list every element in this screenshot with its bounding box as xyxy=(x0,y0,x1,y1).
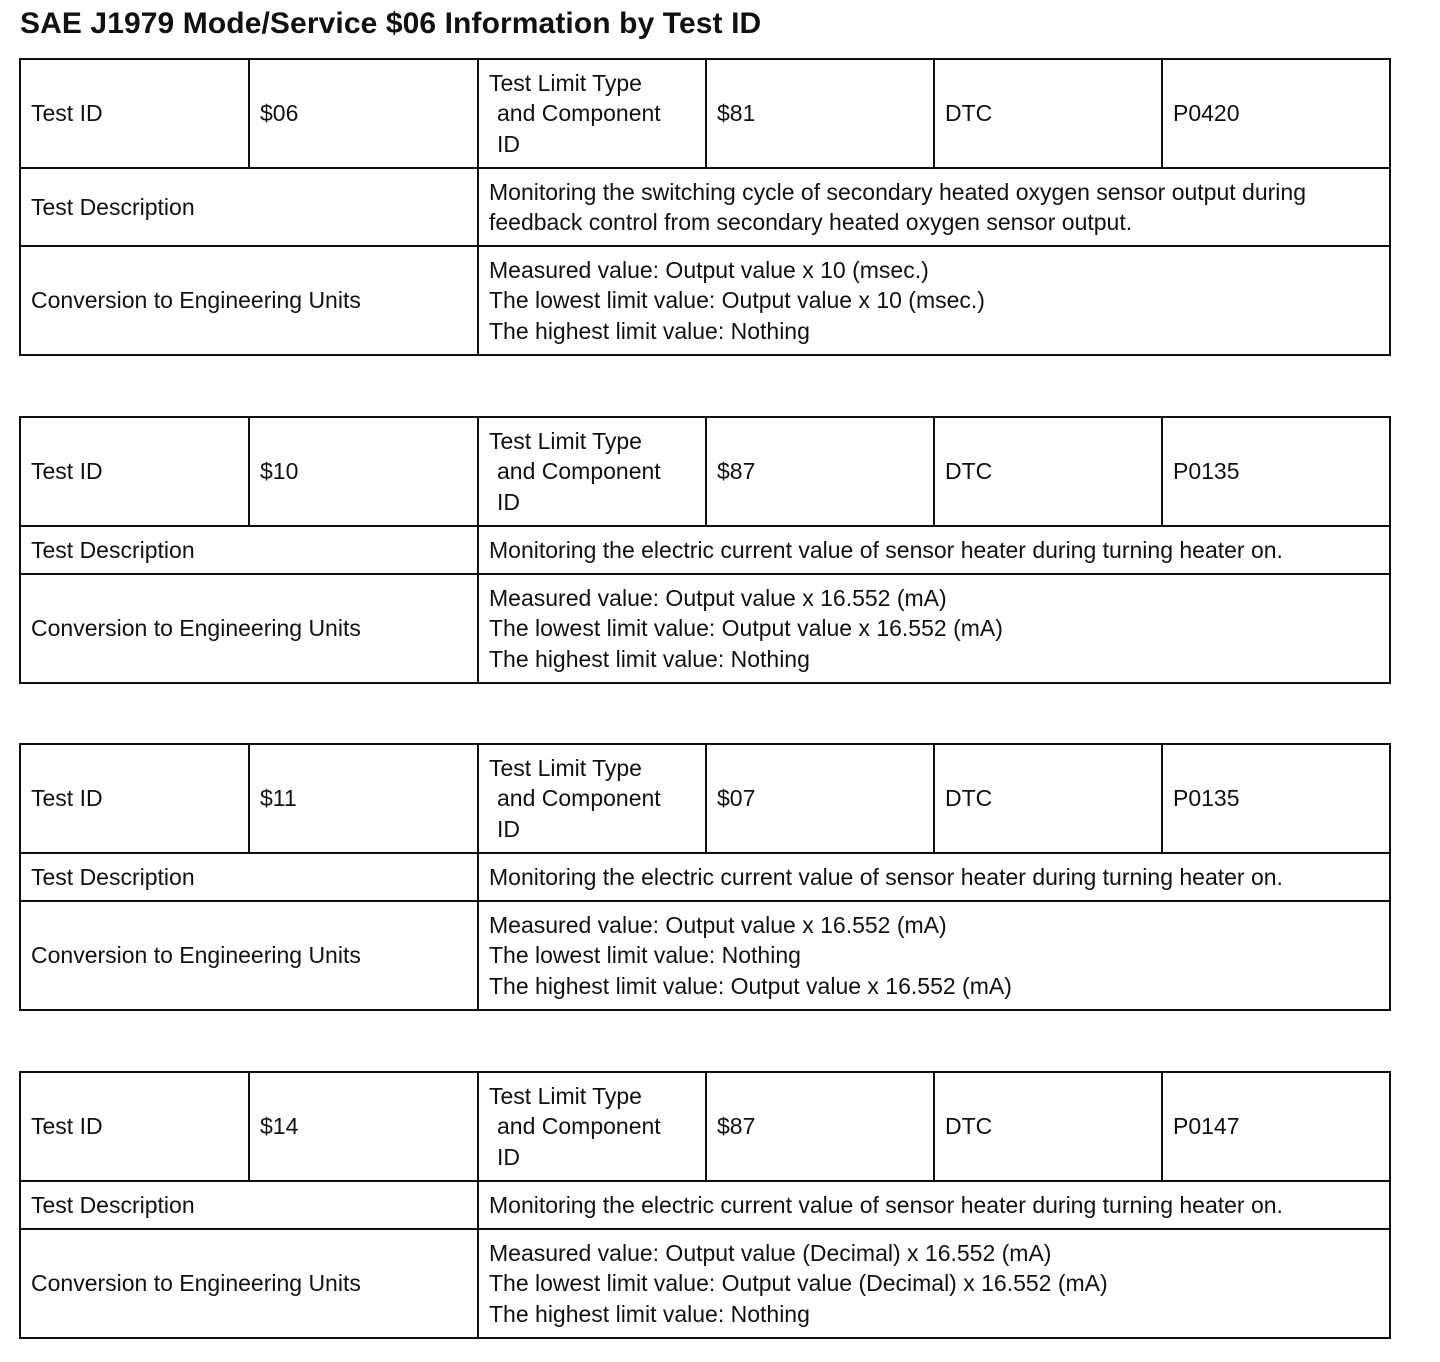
test-id-label: Test ID xyxy=(20,59,249,168)
dtc-value: P0420 xyxy=(1162,59,1390,168)
limit-type-value: $07 xyxy=(706,744,934,853)
table-row xyxy=(20,574,1390,683)
highest-limit-line: The highest limit value: Nothing xyxy=(489,317,810,344)
conversion-value xyxy=(478,246,1390,355)
table-row xyxy=(20,59,1390,168)
test-table-14 xyxy=(19,1071,1391,1339)
lowest-limit-line: The lowest limit value: Output value x 10 (msec.) xyxy=(489,287,985,314)
test-id-value: $14 xyxy=(249,1072,478,1181)
test-table-11 xyxy=(19,743,1391,1011)
table-row xyxy=(20,1072,1390,1181)
dtc-label: DTC xyxy=(934,744,1162,853)
dtc-label: DTC xyxy=(934,1072,1162,1181)
limit-type-label: Test Limit Type and Component ID xyxy=(478,417,706,526)
test-description-label: Test Description xyxy=(20,526,478,574)
test-description-value: Monitoring the switching cycle of secondary heated oxygen sensor output during feedback control from secondary heated oxygen sensor output. xyxy=(478,168,1390,246)
measured-value-line: Measured value: Output value (Decimal) x 16.552 (mA) xyxy=(489,1239,1052,1266)
test-description-label: Test Description xyxy=(20,853,478,901)
highest-limit-line: The highest limit value: Nothing xyxy=(489,1300,810,1327)
test-id-label: Test ID xyxy=(20,1072,249,1181)
test-description-value: Monitoring the electric current value of sensor heater during turning heater on. xyxy=(478,526,1390,574)
limit-type-label: Test Limit Type and Component ID xyxy=(478,59,706,168)
test-table-06 xyxy=(19,58,1391,356)
test-description-value: Monitoring the electric current value of sensor heater during turning heater on. xyxy=(478,853,1390,901)
test-table-10 xyxy=(19,416,1391,684)
test-id-label: Test ID xyxy=(20,744,249,853)
measured-value-line: Measured value: Output value x 16.552 (mA) xyxy=(489,911,947,938)
dtc-label: DTC xyxy=(934,417,1162,526)
limit-type-label: Test Limit Type and Component ID xyxy=(478,1072,706,1181)
dtc-value: P0135 xyxy=(1162,744,1390,853)
measured-value-line: Measured value: Output value x 10 (msec.) xyxy=(489,256,929,283)
table-row xyxy=(20,1229,1390,1338)
dtc-value: P0135 xyxy=(1162,417,1390,526)
limit-type-value: $87 xyxy=(706,1072,934,1181)
test-id-value: $06 xyxy=(249,59,478,168)
table-row xyxy=(20,417,1390,526)
lowest-limit-line: The lowest limit value: Nothing xyxy=(489,942,801,969)
test-description-label: Test Description xyxy=(20,168,478,246)
table-row xyxy=(20,168,1390,246)
conversion-label: Conversion to Engineering Units xyxy=(20,246,478,355)
conversion-label: Conversion to Engineering Units xyxy=(20,901,478,1010)
table-row xyxy=(20,901,1390,1010)
highest-limit-line: The highest limit value: Nothing xyxy=(489,645,810,672)
measured-value-line: Measured value: Output value x 16.552 (mA) xyxy=(489,584,947,611)
highest-limit-line: The highest limit value: Output value x 16.552 (mA) xyxy=(489,972,1012,999)
conversion-label: Conversion to Engineering Units xyxy=(20,574,478,683)
table-row xyxy=(20,853,1390,901)
limit-type-value: $81 xyxy=(706,59,934,168)
table-row xyxy=(20,1181,1390,1229)
conversion-value xyxy=(478,1229,1390,1338)
conversion-value xyxy=(478,901,1390,1010)
table-row xyxy=(20,246,1390,355)
table-row xyxy=(20,744,1390,853)
conversion-label: Conversion to Engineering Units xyxy=(20,1229,478,1338)
table-row xyxy=(20,526,1390,574)
test-description-value: Monitoring the electric current value of sensor heater during turning heater on. xyxy=(478,1181,1390,1229)
lowest-limit-line: The lowest limit value: Output value (Decimal) x 16.552 (mA) xyxy=(489,1270,1108,1297)
dtc-value: P0147 xyxy=(1162,1072,1390,1181)
test-description-label: Test Description xyxy=(20,1181,478,1229)
limit-type-value: $87 xyxy=(706,417,934,526)
lowest-limit-line: The lowest limit value: Output value x 16.552 (mA) xyxy=(489,615,1003,642)
conversion-value xyxy=(478,574,1390,683)
page-title: SAE J1979 Mode/Service $06 Information by Test ID xyxy=(20,7,762,40)
dtc-label: DTC xyxy=(934,59,1162,168)
test-id-value: $10 xyxy=(249,417,478,526)
test-id-value: $11 xyxy=(249,744,478,853)
test-id-label: Test ID xyxy=(20,417,249,526)
limit-type-label: Test Limit Type and Component ID xyxy=(478,744,706,853)
